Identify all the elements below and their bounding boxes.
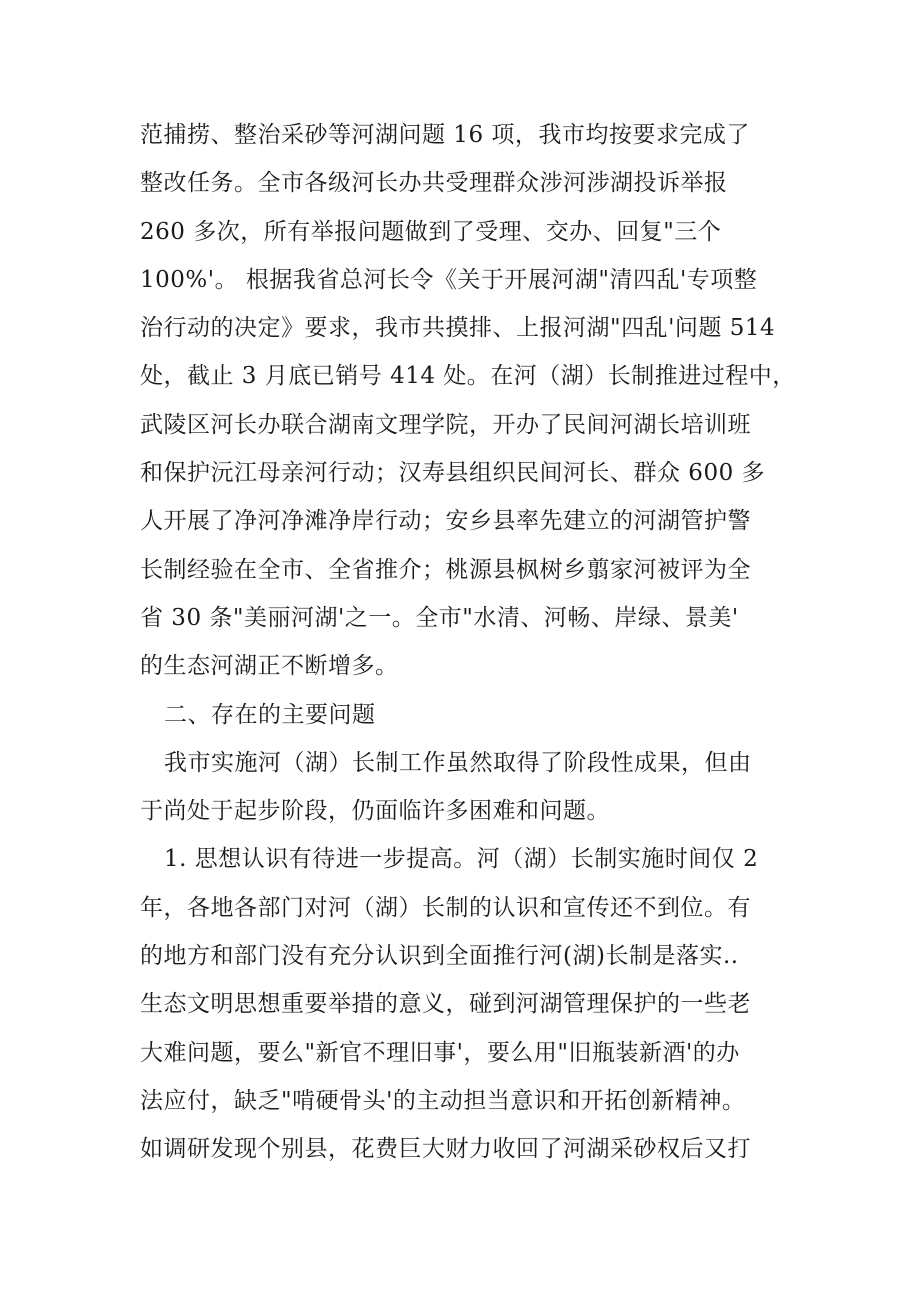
text-line: 260 多次，所有举报问题做到了受理、交办、回复"三个 — [140, 218, 722, 245]
text-line: 和保护沅江母亲河行动；汉寿县组织民间河长、群众 600 多 — [140, 460, 766, 487]
text-line: 治行动的决定》要求，我市共摸排、上报河湖"四乱'问题 514 — [140, 315, 776, 342]
text-line: 大难问题，要么"新官不理旧事'，要么用"旧瓶装新酒'的办 — [140, 1039, 740, 1066]
text-line: 于尚处于起步阶段，仍面临许多困难和问题。 — [140, 798, 610, 825]
text-line: 我市实施河（湖）长制工作虽然取得了阶段性成果，但由 — [164, 749, 752, 776]
text-line: 武陵区河长办联合湖南文理学院，开办了民间河湖长培训班 — [140, 411, 751, 438]
text-line: 长制经验在全市、全省推介；桃源县枫树乡翦家河被评为全 — [140, 556, 751, 583]
text-line: 的地方和部门没有充分认识到全面推行河(湖)长制是落实.. — [140, 943, 739, 970]
text-line: 整改任务。全市各级河长办共受理群众涉河涉湖投诉举报 — [140, 170, 728, 197]
text-line: 处，截止 3 月底已销号 414 处。在河（湖）长制推进过程中， — [140, 363, 796, 390]
section-heading: 二、存在的主要问题 — [164, 701, 376, 728]
text-line: 人开展了净河净滩净岸行动；安乡县率先建立的河湖管护警 — [140, 508, 751, 535]
text-line: 年，各地各部门对河（湖）长制的认识和宣传还不到位。有 — [140, 894, 751, 921]
text-line: 的生态河湖正不断增多。 — [140, 653, 399, 680]
text-line: 100%'。 根据我省总河长令《关于开展河湖"清四乱'专项整 — [140, 266, 758, 293]
text-line: 生态文明思想重要举措的意义，碰到河湖管理保护的一些老 — [140, 991, 751, 1018]
text-line: 法应付，缺乏"啃硬骨头'的主动担当意识和开拓创新精神。 — [140, 1087, 746, 1114]
text-line: 范捕捞、整治采砂等河湖问题 16 项，我市均按要求完成了 — [140, 122, 750, 148]
text-line: 省 30 条"美丽河湖'之一。全市"水清、河畅、岸绿、景美' — [140, 604, 739, 631]
document-body — [140, 111, 800, 1174]
text-line: 1. 思想认识有待进一步提高。河（湖）长制实施时间仅 2 — [164, 846, 759, 873]
text-line: 如调研发现个别县，花费巨大财力收回了河湖采砂权后又打 — [140, 1136, 751, 1163]
